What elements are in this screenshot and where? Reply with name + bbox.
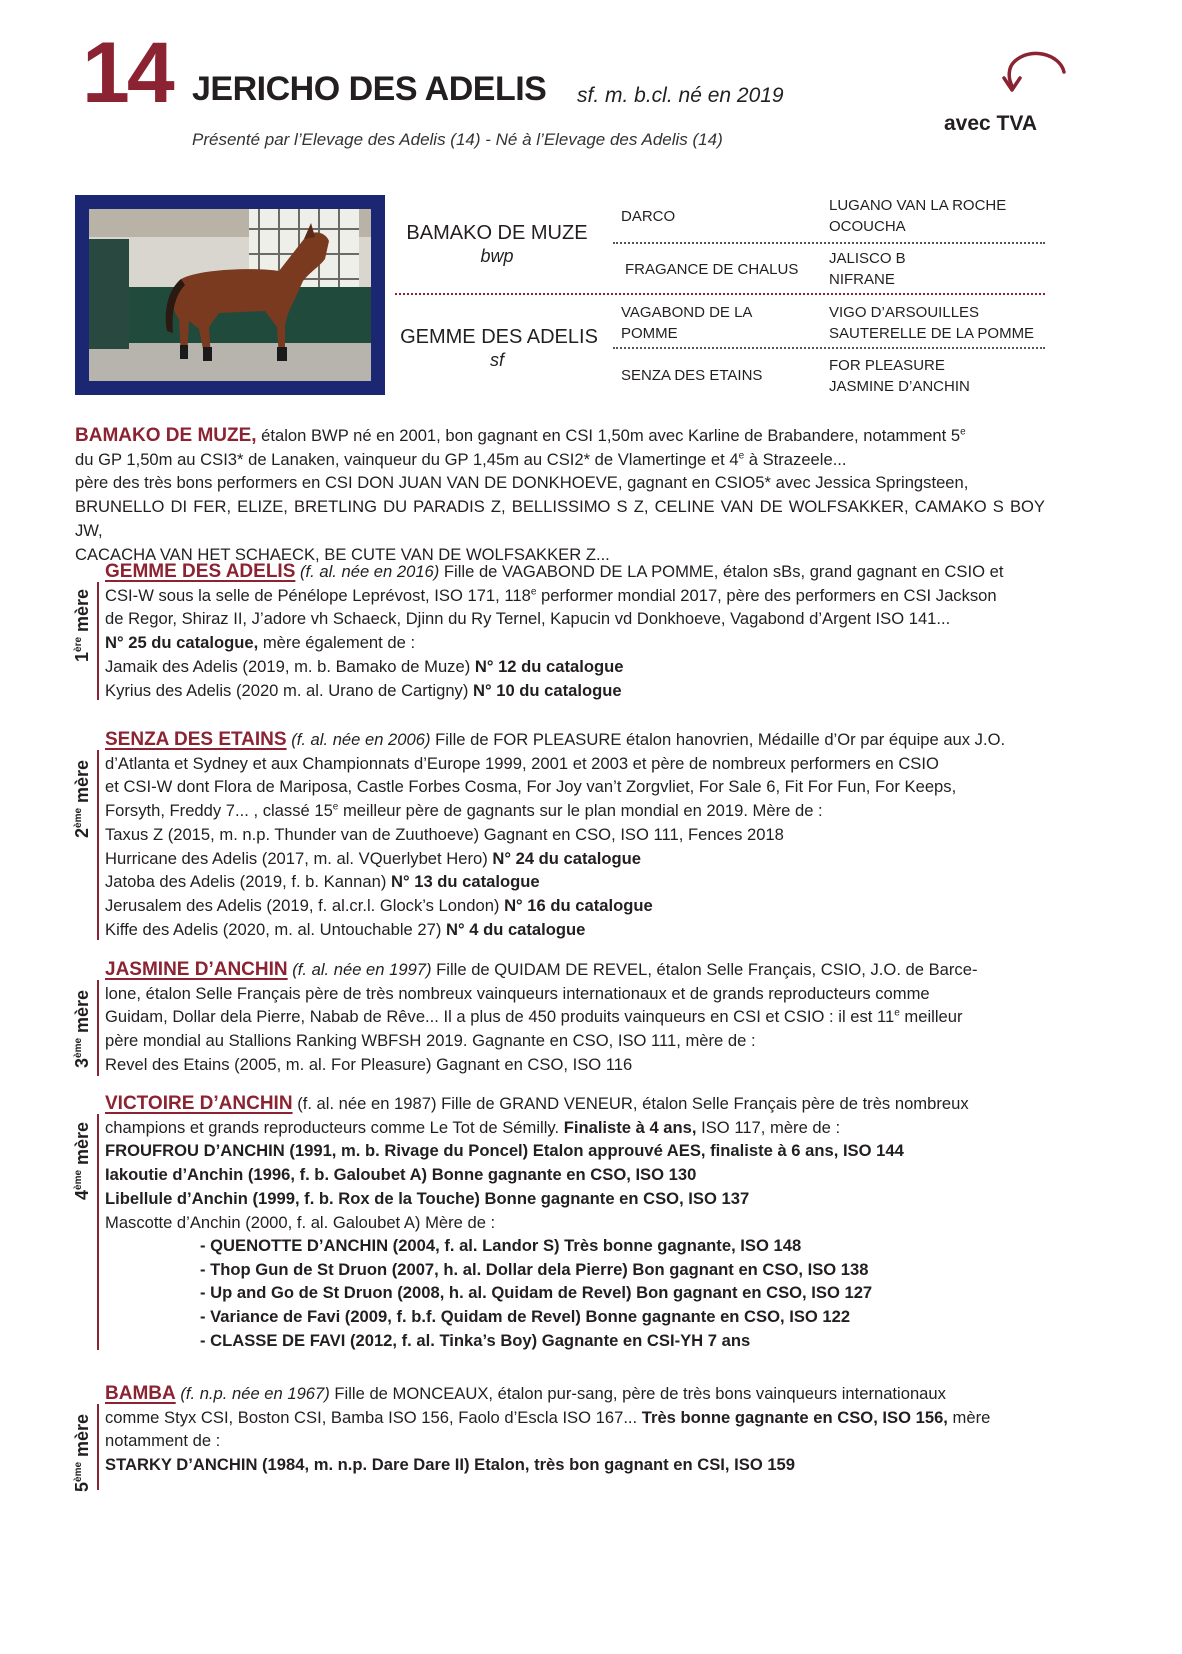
horse-name: JERICHO DES ADELIS (192, 70, 547, 108)
sire-text-name: BAMAKO DE MUZE, (75, 425, 257, 446)
mere3-label: 3ème mère (72, 989, 92, 1068)
pedigree-dd-sire: FOR PLEASURE (829, 357, 945, 374)
pedigree-ss-sire: LUGANO VAN LA ROCHE (829, 197, 1007, 214)
lot-number: 14 (82, 25, 172, 121)
mere3-name: JASMINE D’ANCHIN (105, 959, 288, 980)
pedigree-ds-dam: SAUTERELLE DE LA POMME (829, 325, 1035, 342)
mere1-name: GEMME DES ADELIS (105, 561, 296, 582)
list-item: - Variance de Favi (2009, f. b.f. Quidam de Revel) Bonne gagnante en CSO, ISO 122 (200, 1307, 851, 1327)
mere2-section: SENZA DES ETAINS (f. al. née en 2006) Fille de FOR PLEASURE étalon hanovrien, Médaille d’Or par équipe aux J.O. d’Atlanta et Sydney et aux Championnats d’Europe 1999, 2001 et 2003 et père de nombreux performers en CSIO et CSI-W dont Flora de Mariposa, Castle Forbes Cosma, For Joy van’t Zorgvliet, For Sale 6, Fit For Fun, For Keeps, Forsyth, Freddy 7... , classé 15e meilleur père de gagnants sur le plan mondial en 2019. Mère de : Taxus Z (2015, m. n.p. Thunder van de Zuuthoeve) Gagnant en CSO, ISO 111, Fences 2018 Hurricane des Adelis (2017, m. al. VQuerlybet Hero) N° 24 du catalogue Jatoba des Adelis (2019, f. b. Kannan) N° 13 du catalogue Jerusalem des Adelis (2019, f. al.cr.l. Glock’s London) N° 16 du catalogue Kiffe des Adelis (2020, m. al. Untouchable 27) N° 4 du catalogue (105, 729, 1006, 939)
horse-photo (75, 195, 385, 395)
section-bar (97, 1404, 99, 1490)
mere4-label: 4ème mère (72, 1121, 92, 1200)
pedigree-sd-dam: NIFRANE (829, 271, 895, 288)
mere4-name: VICTOIRE D’ANCHIN (105, 1093, 293, 1114)
mere4-section: VICTOIRE D’ANCHIN (f. al. née en 1987) Fille de GRAND VENEUR, étalon Selle Français père de très nombreux champions et grands reproducteurs comme Le Tot de Sémilly. Finaliste à 4 ans, ISO 117, mère de : FROUFROU D’ANCHIN (1991, m. b. Rivage du Poncel) Etalon approuvé AES, finaliste à 6 ans, ISO 144 Iakoutie d’Anchin (1996, f. b. Galoubet A) Bonne gagnante en CSO, ISO 130 Libellule d’Anchin (1999, f. b. Rox de la Touche) Bonne gagnante en CSO, ISO 137 Mascotte d’Anchin (2000, f. al. Galoubet A) Mère de : (105, 1093, 969, 1232)
mere2-label: 2ème mère (72, 759, 92, 838)
pedigree-dam-sire: VAGABOND DE LA POMME (621, 304, 752, 342)
mere4-sublist (200, 1234, 872, 1353)
mere5-section: BAMBA (f. n.p. née en 1967) Fille de MONCEAUX, étalon pur-sang, père de très bons vainqueurs internationaux comme Styx CSI, Boston CSI, Bamba ISO 156, Faolo d’Escla ISO 167... Très bonne gagnante en CSO, ISO 156, mère notamment de : STARKY D’ANCHIN (1984, m. n.p. Dare Dare II) Etalon, très bon gagnant en CSI, ISO 159 (105, 1383, 991, 1475)
pedigree-dd-dam: JASMINE D’ANCHIN (829, 378, 970, 395)
list-item: - CLASSE DE FAVI (2012, f. al. Tinka’s Boy) Gagnante en CSI-YH 7 ans (200, 1330, 751, 1350)
horse-meta: sf. m. b.cl. né en 2019 (577, 84, 784, 107)
mere2-name: SENZA DES ETAINS (105, 729, 287, 750)
list-item: - Up and Go de St Druon (2008, h. al. Quidam de Revel) Bon gagnant en CSO, ISO 127 (200, 1283, 873, 1303)
pedigree-dam: GEMME DES ADELIS (400, 326, 598, 348)
pedigree-divider-main (395, 293, 1045, 295)
pedigree-sire-sire: DARCO (621, 208, 676, 225)
section-bar (97, 582, 99, 700)
list-item: - QUENOTTE D’ANCHIN (2004, f. al. Landor S) Très bonne gagnante, ISO 148 (200, 1236, 802, 1255)
list-item: - Thop Gun de St Druon (2007, h. al. Dollar dela Pierre) Bon gagnant en CSO, ISO 138 (200, 1259, 869, 1279)
presented-by: Présenté par l’Elevage des Adelis (14) - Né à l’Elevage des Adelis (14) (192, 130, 723, 149)
pedigree-sire: BAMAKO DE MUZE (406, 222, 588, 244)
curved-arrow-icon (990, 48, 1070, 104)
sire-description: BAMAKO DE MUZE, étalon BWP né en 2001, bon gagnant en CSI 1,50m avec Karline de Brabandere, notamment 5e du GP 1,50m au CSI3* de Lanaken, vainqueur du GP 1,45m au CSI2* de Vlamertinge et 4e à Strazeele... père des très bons performers en CSI DON JUAN VAN DE DONKHOEVE, gagnant en CSIO5* avec Jessica Springsteen, BRUNELLO DI FER, ELIZE, BRETLING DU PARADIS Z, BELLISSIMO S Z, CELINE VAN DE WOLFSAKKER, CAMAKO S BOY JW, CACACHA VAN HET SCHAECK, BE CUTE VAN DE WOLFSAKKER Z... (75, 425, 1045, 564)
mere1-label: 1ère mère (72, 588, 92, 662)
tva-label: avec TVA (944, 112, 1037, 135)
section-bar (97, 1114, 99, 1350)
section-bar (97, 980, 99, 1076)
pedigree-ss-dam: OCOUCHA (829, 218, 906, 235)
pedigree-divider (613, 347, 1045, 349)
pedigree-sire-breed: bwp (480, 246, 514, 266)
pedigree-sire-dam: FRAGANCE DE CHALUS (625, 261, 799, 278)
mere3-section: JASMINE D’ANCHIN (f. al. née en 1997) Fille de QUIDAM DE REVEL, étalon Selle Français, CSIO, J.O. de Barce- lone, étalon Selle Français père de très nombreux vainqueurs internationaux et de grands reproducteurs comme Guidam, Dollar dela Pierre, Nabab de Rêve... Il a plus de 450 produits vainqueurs en CSI et CSIO : il est 11e meilleur père mondial au Stallions Ranking WBFSH 2019. Gagnante en CSO, ISO 111, mère de : Revel des Etains (2005, m. al. For Pleasure) Gagnant en CSO, ISO 116 (105, 959, 978, 1074)
mere5-name: BAMBA (105, 1383, 176, 1404)
pedigree-divider (613, 242, 1045, 244)
pedigree-dam-dam: SENZA DES ETAINS (621, 367, 763, 384)
mere5-label: 5ème mère (72, 1413, 92, 1492)
pedigree-ds-sire: VIGO D’ARSOUILLES (829, 304, 980, 321)
mere1-section: GEMME DES ADELIS (f. al. née en 2016) Fille de VAGABOND DE LA POMME, étalon sBs, grand gagnant en CSIO et CSI-W sous la selle de Pénélope Leprévost, ISO 171, 118e performer mondial 2017, père des performers en CSI Jackson de Regor, Shiraz II, J’adore vh Schaeck, Djinn du Ry Ternel, Kapucin vd Donkhoeve, Vagabond d’Argent ISO 141... N° 25 du catalogue, mère également de : Jamaik des Adelis (2019, m. b. Bamako de Muze) N° 12 du catalogue Kyrius des Adelis (2020 m. al. Urano de Cartigny) N° 10 du catalogue (105, 561, 1004, 700)
section-bar (97, 750, 99, 940)
pedigree-sd-sire: JALISCO B (829, 250, 906, 267)
pedigree-dam-breed: sf (489, 350, 504, 370)
